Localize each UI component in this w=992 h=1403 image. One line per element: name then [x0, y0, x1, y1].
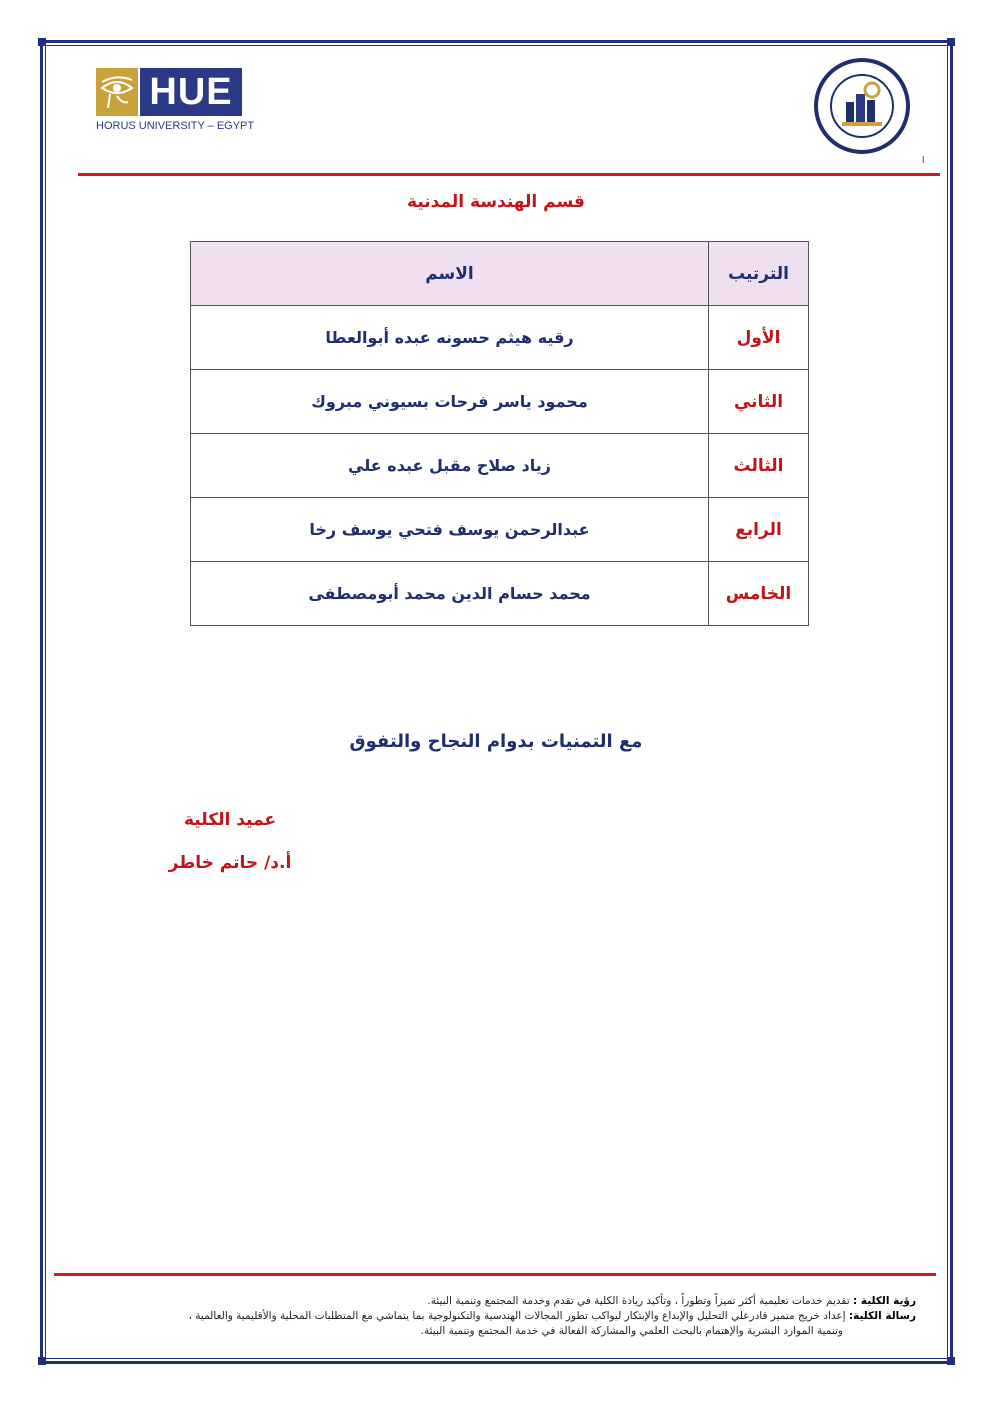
rank-cell: الرابع	[709, 498, 809, 562]
table-row	[191, 498, 809, 562]
horus-eye-icon	[96, 68, 138, 116]
rank-cell: الخامس	[709, 562, 809, 626]
name-cell: رقيه هيثم حسونه عبده أبوالعطا	[191, 306, 709, 370]
table-row	[191, 370, 809, 434]
signature-name: أ.د/ حاتم خاطر	[168, 853, 292, 873]
footer-divider	[54, 1273, 936, 1276]
signature-title: عميد الكلية	[184, 810, 276, 830]
frame-corner-ornament	[38, 38, 46, 46]
table-row	[191, 562, 809, 626]
column-header-name: الاسم	[191, 242, 709, 306]
header-divider	[78, 173, 940, 176]
department-title: قسم الهندسة المدنية	[407, 192, 585, 212]
mission-line	[90, 1309, 916, 1324]
name-cell: محمد حسام الدين محمد أبومصطفى	[191, 562, 709, 626]
vision-text: تقديم خدمات تعليمية أكثر تميزاً وتطوراً ، وتأكيد ريادة الكلية في تقدم وخدمة المجتمع وتنمية البيئة.	[427, 1295, 850, 1307]
mission-label: رسالة الكلية:	[848, 1310, 916, 1322]
frame-corner-ornament	[38, 1357, 46, 1365]
logo-wordmark: HUE	[140, 68, 242, 116]
table-row	[191, 306, 809, 370]
frame-corner-ornament	[947, 38, 955, 46]
name-cell: زياد صلاح مقبل عبده علي	[191, 434, 709, 498]
closing-wishes: مع التمنيات بدوام النجاح والتفوق	[349, 731, 643, 752]
table-row	[191, 434, 809, 498]
mission-line-continued: وتنمية الموارد البشرية والإهتمام بالبحث العلمي والمشاركة الفعالة في خدمة المجتمع وتنمية البيئة.	[420, 1325, 843, 1337]
rank-cell: الأول	[709, 306, 809, 370]
vision-label: رؤية الكلية :	[853, 1295, 916, 1307]
rank-cell: الثاني	[709, 370, 809, 434]
university-logo	[96, 68, 255, 138]
name-cell: محمود ياسر فرحات بسيوني مبروك	[191, 370, 709, 434]
rankings-table	[190, 241, 809, 626]
table-header-row	[191, 242, 809, 306]
footer-statement	[90, 1294, 916, 1339]
mission-text: إعداد خريج متميز قادرعلي التحليل والإبداع والإبتكار ليواكب تطور المجالات الهندسية والتكنولوجية بما يتماشي مع المتطلبات المحلية والأقليمية والعالمية ،	[188, 1310, 846, 1322]
frame-corner-ornament	[947, 1357, 955, 1365]
vision-line	[90, 1294, 916, 1309]
name-cell: عبدالرحمن يوسف فتحي يوسف رخا	[191, 498, 709, 562]
rank-cell: الثالث	[709, 434, 809, 498]
column-header-rank: الترتيب	[709, 242, 809, 306]
accreditation-seal	[806, 56, 918, 156]
logo-subtitle: HORUS UNIVERSITY – EGYPT	[96, 120, 255, 132]
page-mark: ا	[922, 156, 925, 166]
